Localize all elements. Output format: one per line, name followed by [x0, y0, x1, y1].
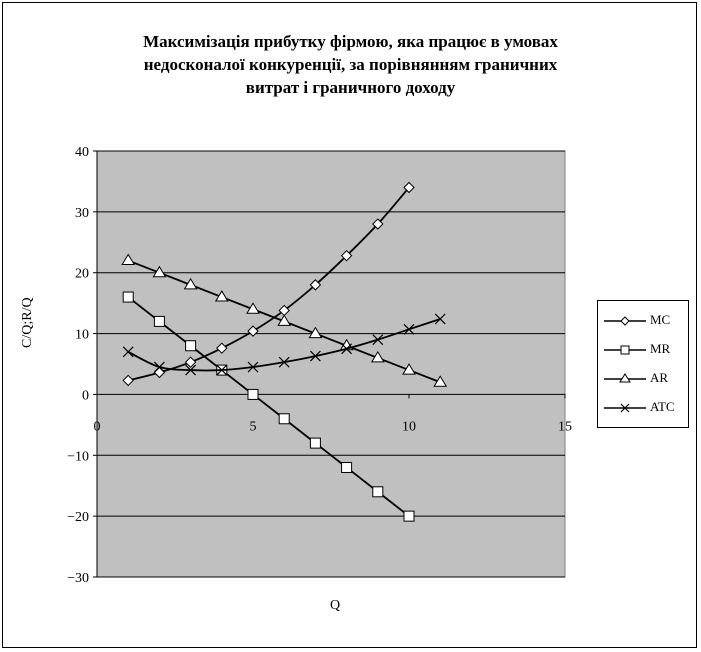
data-point-mr	[186, 341, 196, 351]
y-tick-label: 10	[75, 327, 89, 343]
y-tick-label: 20	[75, 266, 89, 282]
data-point-mr	[310, 438, 320, 448]
x-tick-label: 5	[249, 419, 257, 435]
legend-label: AR	[650, 370, 669, 385]
legend-swatch-mr	[604, 342, 646, 358]
y-tick-label: 30	[75, 205, 89, 221]
y-axis-label: C/Q;R/Q	[20, 297, 35, 348]
legend-marker-ar	[620, 374, 630, 382]
legend-swatch-mc	[604, 313, 646, 329]
x-axis-label: Q	[330, 598, 341, 613]
data-point-mr	[342, 462, 352, 472]
y-tick-label: 40	[75, 145, 89, 160]
y-tick-label: −20	[67, 510, 89, 526]
y-tick-label: −10	[67, 449, 89, 465]
legend-label: MC	[650, 312, 671, 327]
legend-label: ATC	[650, 399, 675, 414]
x-tick-label: 10	[402, 419, 416, 435]
legend-item-ar	[598, 369, 690, 389]
legend	[597, 300, 689, 428]
data-point-mr	[373, 487, 383, 497]
chart-title-line: недосконалої конкуренції, за порівнянням граничних	[143, 55, 558, 74]
data-point-mr	[404, 511, 414, 521]
data-point-mr	[154, 316, 164, 326]
x-tick-label: 0	[93, 419, 101, 435]
legend-item-mc	[598, 311, 690, 331]
legend-marker-mr	[621, 346, 629, 354]
legend-swatch-ar	[604, 371, 646, 387]
legend-label: MR	[650, 341, 671, 356]
chart-title-line: Максимізація прибутку фірмою, яка працює в умовах	[143, 32, 558, 51]
plot-area	[97, 151, 565, 577]
legend-item-atc	[598, 398, 690, 418]
y-tick-label: 0	[82, 388, 89, 404]
data-point-mr	[123, 292, 133, 302]
y-tick-label: −30	[67, 571, 89, 586]
chart-title-line: витрат і граничного доходу	[245, 78, 456, 97]
legend-swatch-atc	[604, 400, 646, 416]
x-tick-label: 15	[558, 419, 572, 435]
data-point-mr	[279, 414, 289, 424]
legend-marker-mc	[621, 317, 629, 325]
data-point-mr	[248, 389, 258, 399]
legend-item-mr	[598, 340, 690, 360]
